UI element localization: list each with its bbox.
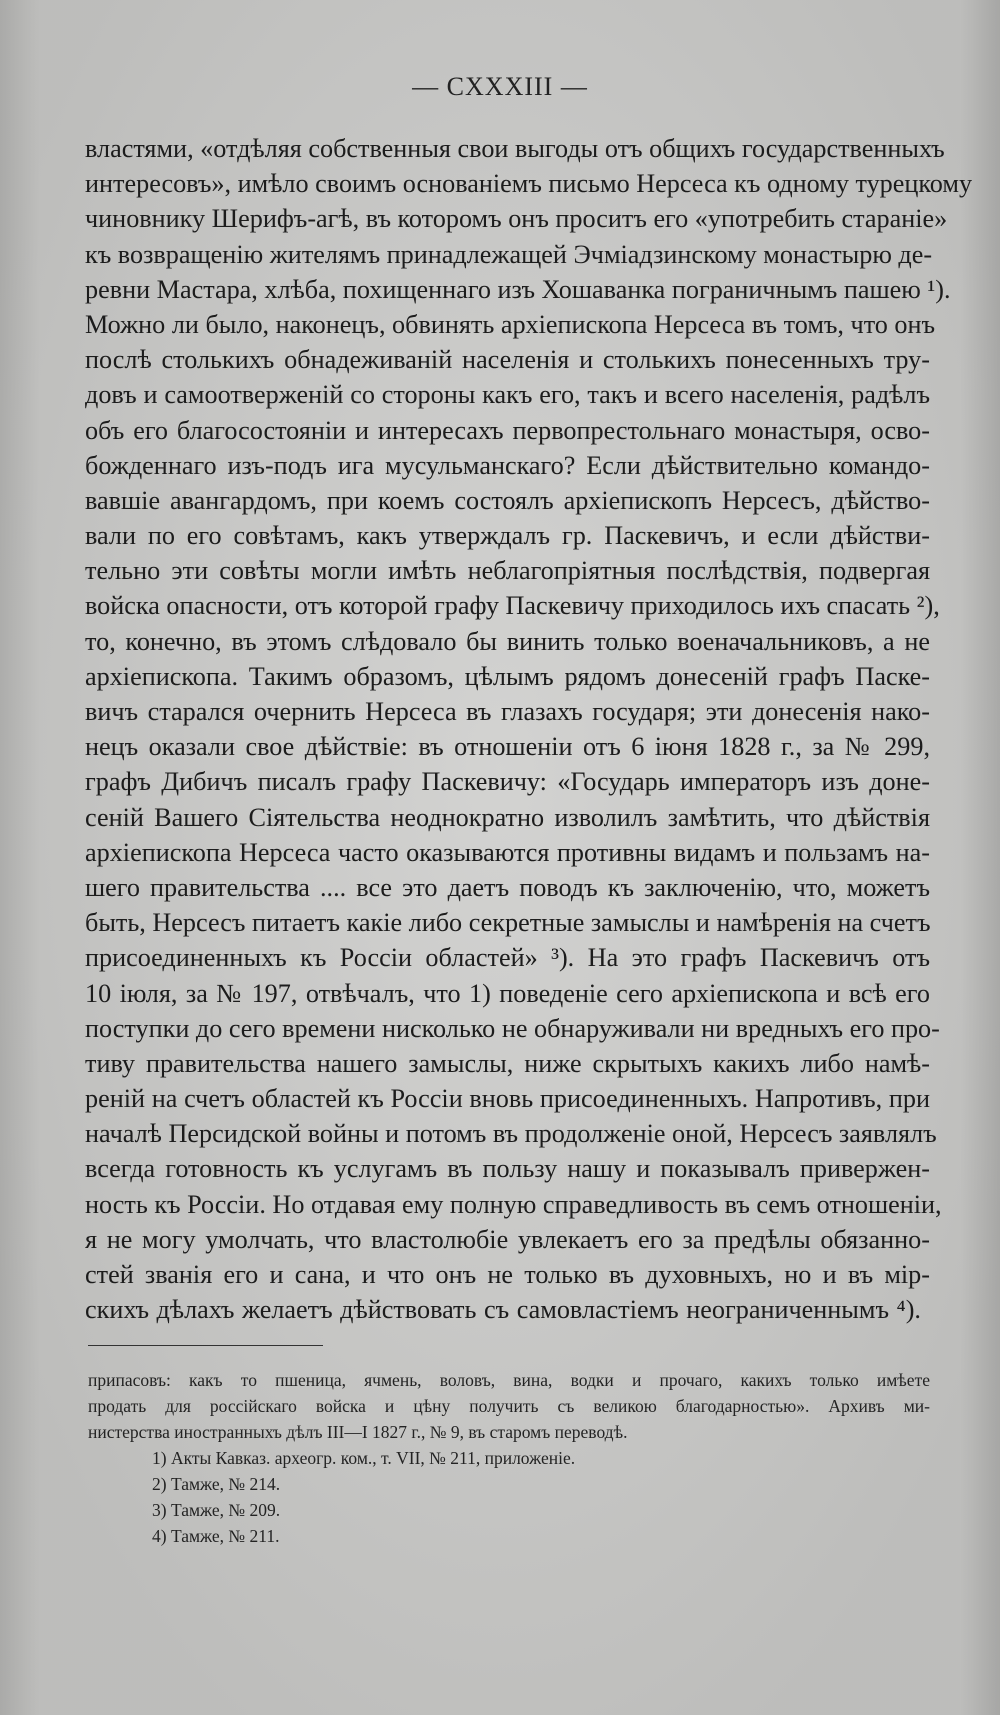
text-line: тельно эти совѣты могли имѣть неблагопріятныя послѣдствія, подвергая <box>85 556 930 586</box>
footnote-text: Тамже, № 209. <box>170 1500 281 1520</box>
text-line: интересовъ», имѣло своимъ основаніемъ письмо Нерсеса къ одному турецкому <box>85 169 973 199</box>
footnote-number: 4) <box>152 1526 167 1546</box>
text-line: объ его благосостояніи и интересахъ первопрестольнаго монастыря, осво- <box>85 415 930 445</box>
footnote-text: Акты Кавказ. археогр. ком., т. VII, № 211, приложеніе. <box>170 1448 576 1468</box>
text-line: 10 іюля, за № 197, отвѣчалъ, что 1) поведеніе сего архіепископа и всѣ его <box>85 978 930 1008</box>
text-line: всегда готовность къ услугамъ въ пользу нашу и показывалъ привержен- <box>85 1154 930 1184</box>
main-text <box>85 131 973 1327</box>
text-line: поступки до сего времени нисколько не обнаруживали ни вредныхъ его про- <box>85 1013 940 1043</box>
text-line: вавшіе авангардомъ, при коемъ состоялъ архіепископъ Нерсесъ, дѣйство- <box>85 485 930 515</box>
text-line: къ возвращенію жителямъ принадлежащей Эчміадзинскому монастырю де- <box>85 239 933 269</box>
footnote-number: 3) <box>152 1500 167 1520</box>
text-line: присоединенныхъ къ Россіи областей» ³). На это графъ Паскевичъ отъ <box>85 943 930 973</box>
footnote-continuation-line: припасовъ: какъ то пшеница, ячмень, воловъ, вина, водки и прочаго, какихъ только имѣете <box>88 1370 930 1390</box>
footnote-text: Тамже, № 211. <box>170 1526 280 1546</box>
footnote-3 <box>88 1497 930 1523</box>
footnote-text: Тамже, № 214. <box>170 1474 281 1494</box>
text-line: стей званія его и сана, и что онъ не только въ духовныхъ, но и въ мір- <box>85 1260 930 1289</box>
text-line: вичъ старался очернить Нерсеса въ глазахъ государя; эти донесенія нако- <box>85 697 930 726</box>
text-line: послѣ столькихъ обнадеживаній населенія и столькихъ понесенныхъ тру- <box>85 345 930 375</box>
text-line: быть, Нерсесъ питаетъ какіе либо секретные замыслы и намѣренія на счетъ <box>85 908 931 938</box>
text-line: то, конечно, въ этомъ слѣдовало бы винить только военачальниковъ, а не <box>85 626 930 656</box>
text-line: Можно ли было, наконецъ, обвинять архіепископа Нерсеса въ томъ, что онъ <box>85 309 936 339</box>
footnote-1 <box>88 1445 930 1471</box>
footnotes <box>88 1367 930 1549</box>
footnote-continuation-line: нистерства иностранныхъ дѣлъ III—I 1827 г., № 9, въ старомъ переводѣ. <box>88 1422 628 1442</box>
text-line: архіепископа Нерсеса часто оказываются противны видамъ и пользамъ на- <box>85 837 930 867</box>
text-line: графъ Дибичъ писалъ графу Паскевичу: «Государь императоръ изъ доне- <box>85 767 930 797</box>
text-line: довъ и самоотверженій со стороны какъ его, такъ и всего населенія, радѣлъ <box>85 380 930 410</box>
text-line: божденнаго изъ-подъ ига мусульманскаго? Если дѣйствительно командо- <box>85 450 930 480</box>
text-line: войска опасности, отъ которой графу Паскевичу приходилось ихъ спасать ²), <box>85 591 940 621</box>
page-number-header: — CXXXIII — <box>412 72 588 101</box>
text-line: скихъ дѣлахъ желаетъ дѣйствовать съ самовластіемъ неограниченнымъ ⁴). <box>85 1295 921 1325</box>
text-line: тиву правительства нашего замыслы, ниже скрытыхъ какихъ либо намѣ- <box>85 1048 930 1078</box>
text-line: шего правительства .... все это даетъ поводъ къ заключенію, что, можетъ <box>85 872 930 902</box>
footnote-divider <box>88 1345 323 1346</box>
text-line: реній на счетъ областей къ Россіи вновь присоединенныхъ. Напротивъ, при <box>85 1084 930 1114</box>
text-line: нецъ оказали свое дѣйствіе: въ отношеніи отъ 6 іюня 1828 г., за № 299, <box>85 732 930 762</box>
text-line: властями, «отдѣляя собственныя свои выгоды отъ общихъ государственныхъ <box>85 134 945 163</box>
footnote-number: 1) <box>152 1448 167 1468</box>
text-line: чиновнику Шерифъ-агѣ, въ которомъ онъ проситъ его «употребить стараніе» <box>85 204 948 234</box>
footnote-number: 2) <box>152 1474 167 1494</box>
text-line: я не могу умолчать, что властолюбіе увлекаетъ его за предѣлы обязанно- <box>85 1224 930 1254</box>
footnote-2 <box>88 1471 930 1497</box>
text-line: сеній Вашего Сіятельства неоднократно изволилъ замѣтить, что дѣйствія <box>85 802 930 832</box>
text-line: ность къ Россіи. Но отдавая ему полную справедливость въ семъ отношеніи, <box>85 1189 942 1219</box>
footnote-continuation-line: продать для россійскаго войска и цѣну получить съ великою благодарностью». Архивъ ми- <box>88 1396 930 1416</box>
text-line: ревни Мастара, хлѣба, похищеннаго изъ Хошаванка пограничнымъ пашею ¹). <box>85 274 951 304</box>
footnote-4 <box>88 1523 930 1549</box>
text-line: вали по его совѣтамъ, какъ утверждалъ гр. Паскевичъ, и если дѣйстви- <box>85 521 930 551</box>
text-line: началѣ Персидской войны и потомъ въ продолженіе оной, Нерсесъ заявлялъ <box>85 1119 937 1149</box>
text-line: архіепископа. Такимъ образомъ, цѣлымъ рядомъ донесеній графъ Паске- <box>85 661 930 691</box>
